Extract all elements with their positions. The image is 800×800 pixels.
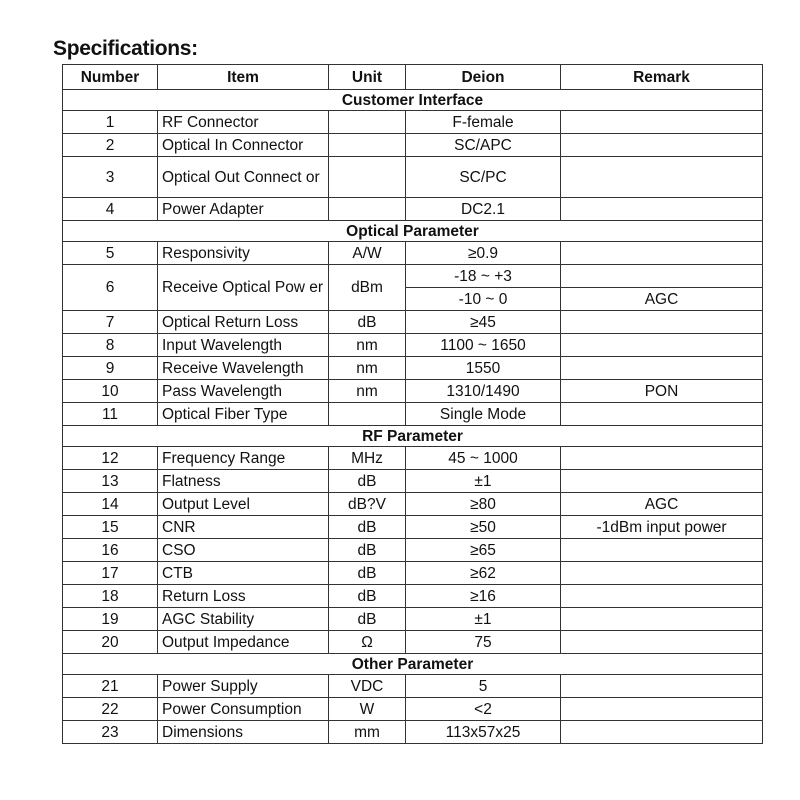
cell-item: Pass Wavelength xyxy=(158,380,329,403)
cell-description: -10 ~ 0 xyxy=(406,288,561,311)
cell-number: 2 xyxy=(63,134,158,157)
table-body xyxy=(63,90,763,744)
cell-remark: PON xyxy=(561,380,763,403)
cell-item: AGC Stability xyxy=(158,608,329,631)
cell-remark xyxy=(561,562,763,585)
cell-unit: A/W xyxy=(329,242,406,265)
cell-description: ≥50 xyxy=(406,516,561,539)
cell-description: 45 ~ 1000 xyxy=(406,447,561,470)
table-row xyxy=(63,539,763,562)
cell-unit: dB xyxy=(329,585,406,608)
cell-description: ≥65 xyxy=(406,539,561,562)
table-row xyxy=(63,562,763,585)
cell-description: DC2.1 xyxy=(406,198,561,221)
cell-remark xyxy=(561,608,763,631)
cell-unit: dB xyxy=(329,562,406,585)
cell-unit: W xyxy=(329,698,406,721)
specifications-table xyxy=(62,64,763,744)
cell-item: Optical Return Loss xyxy=(158,311,329,334)
cell-item: Receive Optical Pow er xyxy=(158,265,329,311)
header-item: Item xyxy=(158,65,329,90)
cell-description: SC/PC xyxy=(406,157,561,198)
cell-number: 7 xyxy=(63,311,158,334)
page-title: Specifications: xyxy=(53,37,198,60)
cell-description: 1310/1490 xyxy=(406,380,561,403)
cell-item: Optical Out Connect or xyxy=(158,157,329,198)
cell-item: Return Loss xyxy=(158,585,329,608)
cell-remark xyxy=(561,357,763,380)
cell-unit xyxy=(329,111,406,134)
cell-unit: dB xyxy=(329,311,406,334)
cell-item: Optical Fiber Type xyxy=(158,403,329,426)
cell-number: 14 xyxy=(63,493,158,516)
cell-remark xyxy=(561,585,763,608)
table-row xyxy=(63,585,763,608)
cell-description: ≥80 xyxy=(406,493,561,516)
cell-description: -18 ~ +3 xyxy=(406,265,561,288)
cell-description: 5 xyxy=(406,675,561,698)
cell-item: Dimensions xyxy=(158,721,329,744)
header-row xyxy=(63,65,763,90)
cell-item: Power Supply xyxy=(158,675,329,698)
header-number: Number xyxy=(63,65,158,90)
cell-item: Power Adapter xyxy=(158,198,329,221)
cell-unit: mm xyxy=(329,721,406,744)
table-row xyxy=(63,698,763,721)
cell-number: 11 xyxy=(63,403,158,426)
cell-unit xyxy=(329,198,406,221)
cell-item: CNR xyxy=(158,516,329,539)
cell-number: 12 xyxy=(63,447,158,470)
cell-remark xyxy=(561,675,763,698)
cell-description: <2 xyxy=(406,698,561,721)
cell-description: 1100 ~ 1650 xyxy=(406,334,561,357)
section-title: Customer Interface xyxy=(63,90,763,111)
header-remark: Remark xyxy=(561,65,763,90)
cell-number: 3 xyxy=(63,157,158,198)
cell-unit: dB xyxy=(329,608,406,631)
table-row xyxy=(63,357,763,380)
section-row xyxy=(63,221,763,242)
section-title: Optical Parameter xyxy=(63,221,763,242)
cell-number: 20 xyxy=(63,631,158,654)
cell-number: 17 xyxy=(63,562,158,585)
cell-remark xyxy=(561,447,763,470)
table-row xyxy=(63,198,763,221)
table-row xyxy=(63,111,763,134)
cell-description: 75 xyxy=(406,631,561,654)
cell-number: 23 xyxy=(63,721,158,744)
cell-description: ±1 xyxy=(406,470,561,493)
cell-number: 18 xyxy=(63,585,158,608)
cell-remark xyxy=(561,334,763,357)
cell-remark xyxy=(561,111,763,134)
table-row xyxy=(63,242,763,265)
cell-item: Flatness xyxy=(158,470,329,493)
table-row xyxy=(63,721,763,744)
table-row xyxy=(63,334,763,357)
cell-remark xyxy=(561,311,763,334)
cell-remark xyxy=(561,539,763,562)
section-row xyxy=(63,426,763,447)
cell-item: Output Level xyxy=(158,493,329,516)
cell-number: 4 xyxy=(63,198,158,221)
cell-unit: nm xyxy=(329,380,406,403)
cell-description: ≥45 xyxy=(406,311,561,334)
table-row xyxy=(63,447,763,470)
header-unit: Unit xyxy=(329,65,406,90)
cell-number: 13 xyxy=(63,470,158,493)
cell-description: Single Mode xyxy=(406,403,561,426)
cell-number: 8 xyxy=(63,334,158,357)
cell-remark xyxy=(561,134,763,157)
header-description: Deion xyxy=(406,65,561,90)
cell-description: ≥0.9 xyxy=(406,242,561,265)
cell-unit: dB xyxy=(329,539,406,562)
cell-item: Input Wavelength xyxy=(158,334,329,357)
cell-item: RF Connector xyxy=(158,111,329,134)
cell-item: CTB xyxy=(158,562,329,585)
cell-number: 1 xyxy=(63,111,158,134)
cell-remark xyxy=(561,403,763,426)
cell-number: 19 xyxy=(63,608,158,631)
cell-unit: dBm xyxy=(329,265,406,311)
section-title: Other Parameter xyxy=(63,654,763,675)
cell-number: 15 xyxy=(63,516,158,539)
cell-unit xyxy=(329,403,406,426)
cell-remark: -1dBm input power xyxy=(561,516,763,539)
cell-remark xyxy=(561,198,763,221)
section-row xyxy=(63,654,763,675)
cell-number: 22 xyxy=(63,698,158,721)
table-row xyxy=(63,134,763,157)
table-row xyxy=(63,608,763,631)
cell-remark xyxy=(561,157,763,198)
cell-remark xyxy=(561,265,763,288)
cell-unit: nm xyxy=(329,357,406,380)
cell-description: F-female xyxy=(406,111,561,134)
cell-unit xyxy=(329,157,406,198)
cell-remark xyxy=(561,470,763,493)
cell-description: ±1 xyxy=(406,608,561,631)
cell-number: 6 xyxy=(63,265,158,311)
table-row xyxy=(63,311,763,334)
table-row xyxy=(63,470,763,493)
cell-description: SC/APC xyxy=(406,134,561,157)
table-row xyxy=(63,631,763,654)
cell-number: 9 xyxy=(63,357,158,380)
cell-number: 16 xyxy=(63,539,158,562)
table-row xyxy=(63,516,763,539)
cell-remark xyxy=(561,698,763,721)
table-row xyxy=(63,380,763,403)
cell-unit: nm xyxy=(329,334,406,357)
cell-item: Frequency Range xyxy=(158,447,329,470)
table-row xyxy=(63,157,763,198)
section-title: RF Parameter xyxy=(63,426,763,447)
cell-item: CSO xyxy=(158,539,329,562)
table-row xyxy=(63,675,763,698)
cell-remark xyxy=(561,721,763,744)
cell-description: 1550 xyxy=(406,357,561,380)
cell-number: 10 xyxy=(63,380,158,403)
cell-unit: Ω xyxy=(329,631,406,654)
cell-item: Optical In Connector xyxy=(158,134,329,157)
table-row xyxy=(63,265,763,288)
cell-unit: VDC xyxy=(329,675,406,698)
cell-unit: dB?V xyxy=(329,493,406,516)
cell-item: Receive Wavelength xyxy=(158,357,329,380)
cell-unit: dB xyxy=(329,516,406,539)
cell-unit xyxy=(329,134,406,157)
table-row xyxy=(63,403,763,426)
cell-description: 113x57x25 xyxy=(406,721,561,744)
cell-remark xyxy=(561,631,763,654)
cell-remark: AGC xyxy=(561,493,763,516)
cell-unit: dB xyxy=(329,470,406,493)
cell-remark xyxy=(561,242,763,265)
cell-description: ≥16 xyxy=(406,585,561,608)
cell-description: ≥62 xyxy=(406,562,561,585)
section-row xyxy=(63,90,763,111)
cell-remark: AGC xyxy=(561,288,763,311)
table-row xyxy=(63,493,763,516)
cell-number: 5 xyxy=(63,242,158,265)
cell-item: Power Consumption xyxy=(158,698,329,721)
cell-item: Output Impedance xyxy=(158,631,329,654)
cell-item: Responsivity xyxy=(158,242,329,265)
cell-number: 21 xyxy=(63,675,158,698)
cell-unit: MHz xyxy=(329,447,406,470)
